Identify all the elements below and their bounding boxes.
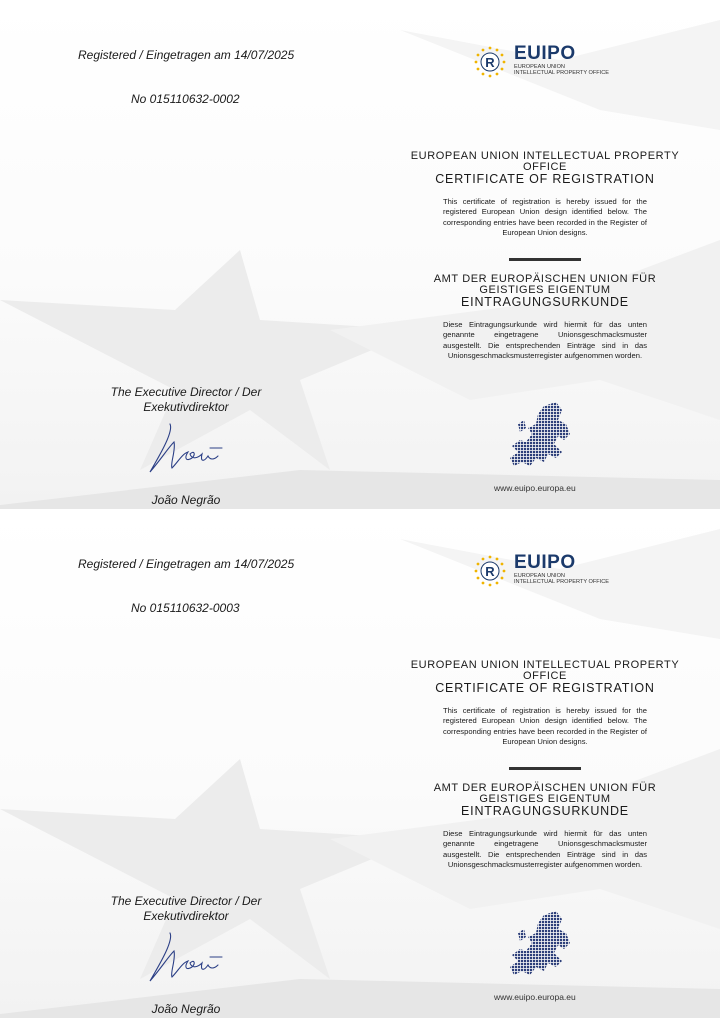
signature-image — [140, 418, 240, 480]
registration-number: No 015110632-0003 — [131, 601, 240, 615]
europe-map-icon — [500, 909, 582, 981]
registration-number: No 015110632-0002 — [131, 92, 240, 106]
certificate-text-de: Diese Eintragungsurkunde wird hiermit für das unten genannte eingetragene Unionsgeschmacksmuster ausgestellt. Die entsprechenden Einträge sind in das Unionsgeschmacksmusterregister aufgenommen worden. — [443, 320, 647, 361]
website-url: www.euipo.europa.eu — [494, 992, 576, 1002]
registration-date: Registered / Eingetragen am 14/07/2025 — [78, 48, 295, 62]
office-heading-de: AMT DER EUROPÄISCHEN UNION FÜR GEISTIGES EIGENTUM — [433, 782, 657, 805]
office-heading-de: AMT DER EUROPÄISCHEN UNION FÜR GEISTIGES EIGENTUM — [433, 273, 657, 296]
certificate-text-en: This certificate of registration is hereby issued for the registered European Union design identified below. The corresponding entries have been recorded in the Register of European Union designs. — [443, 197, 647, 238]
certificate-text-de: Diese Eintragungsurkunde wird hiermit für das unten genannte eingetragene Unionsgeschmacksmuster ausgestellt. Die entsprechenden Einträge sind in das Unionsgeschmacksmusterregister aufgenommen worden. — [443, 829, 647, 870]
euipo-logo — [514, 553, 609, 586]
certificate-text-en: This certificate of registration is hereby issued for the registered European Union design identified below. The corresponding entries have been recorded in the Register of European Union designs. — [443, 706, 647, 747]
svg-text:R: R — [485, 564, 495, 579]
signatory-name: João Negrão — [151, 1002, 221, 1016]
logo-subtitle-2: INTELLECTUAL PROPERTY OFFICE — [514, 70, 610, 77]
logo-eu: EU — [514, 552, 542, 573]
logo-subtitle-1: EUROPEAN UNION — [514, 573, 565, 579]
euipo-logo — [514, 44, 609, 77]
certificate-title-en: CERTIFICATE OF REGISTRATION — [435, 681, 655, 695]
section-divider — [509, 767, 581, 770]
certificate-title-en: CERTIFICATE OF REGISTRATION — [435, 172, 655, 186]
registration-date: Registered / Eingetragen am 14/07/2025 — [78, 557, 295, 571]
office-heading-en: EUROPEAN UNION INTELLECTUAL PROPERTY OFFICE — [410, 659, 680, 682]
svg-text:R: R — [485, 55, 495, 70]
website-url: www.euipo.europa.eu — [494, 483, 576, 493]
certificate-page — [0, 509, 720, 1018]
section-divider — [509, 258, 581, 261]
signature-image — [140, 927, 240, 989]
executive-director-title: The Executive Director / Der Exekutivdirektor — [110, 385, 262, 414]
logo-subtitle-1: EUROPEAN UNION — [514, 64, 565, 70]
office-heading-en: EUROPEAN UNION INTELLECTUAL PROPERTY OFFICE — [410, 150, 680, 173]
logo-ipo: IPO — [541, 552, 576, 573]
executive-director-title: The Executive Director / Der Exekutivdirektor — [110, 894, 262, 923]
certificate-title-de: EINTRAGUNGSURKUNDE — [461, 295, 629, 309]
europe-map-icon — [500, 400, 582, 472]
signatory-name: João Negrão — [151, 493, 221, 507]
logo-subtitle-2: INTELLECTUAL PROPERTY OFFICE — [514, 579, 610, 586]
logo-eu: EU — [514, 43, 542, 64]
logo-ipo: IPO — [541, 43, 576, 64]
certificate-title-de: EINTRAGUNGSURKUNDE — [461, 804, 629, 818]
